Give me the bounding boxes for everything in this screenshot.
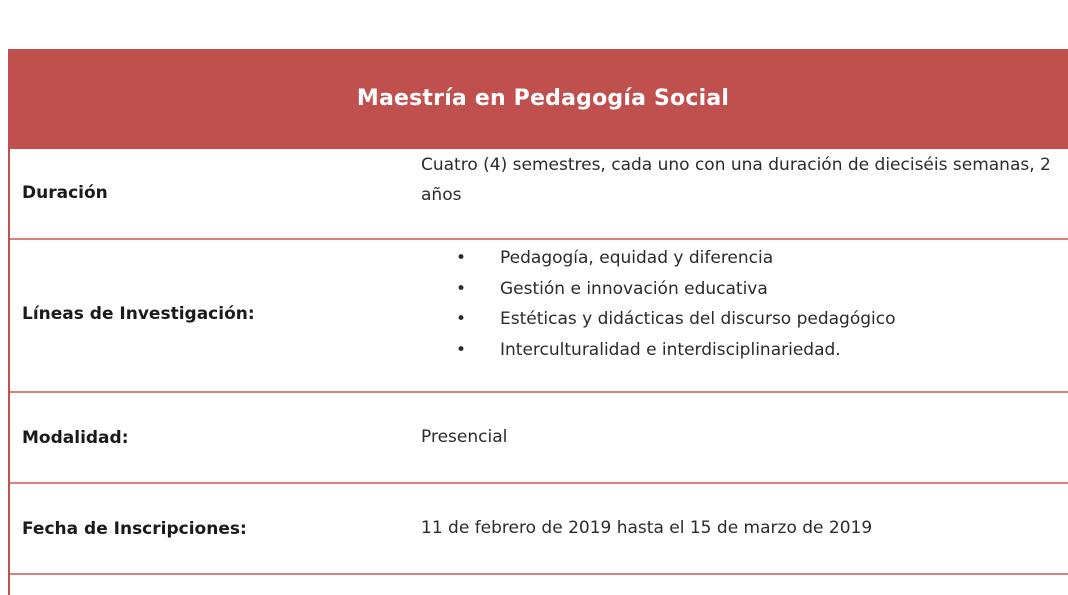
lineas-label: Líneas de Investigación: [22, 304, 255, 324]
bullet-icon: • [456, 309, 467, 329]
bullet-icon: • [456, 278, 467, 299]
research-lines-list [456, 243, 896, 365]
list-item: • Estéticas y didácticas del discurso pedagógico [456, 304, 896, 335]
duracion-label: Duración [22, 183, 108, 203]
fecha-label: Fecha de Inscripciones: [22, 519, 247, 539]
modalidad-value: Presencial [421, 427, 508, 447]
list-item: • Gestión e innovación educativa [456, 274, 896, 305]
table-row-next [10, 575, 1068, 595]
table-row-lineas [10, 240, 1068, 393]
list-item: • Pedagogía, equidad y diferencia [456, 243, 896, 274]
duracion-value: Cuatro (4) semestres, cada uno con una duración de dieciséis semanas, 2 años [421, 155, 1051, 205]
fecha-value: 11 de febrero de 2019 hasta el 15 de marzo de 2019 [421, 518, 873, 538]
table-row-duracion [10, 149, 1068, 240]
bullet-icon: • [456, 248, 467, 268]
modalidad-label: Modalidad: [22, 428, 129, 448]
table-header [10, 49, 1068, 149]
program-info-table [8, 49, 1068, 595]
list-item: • Interculturalidad e interdisciplinariedad. [456, 335, 896, 366]
table-row-fecha [10, 484, 1068, 575]
bullet-icon: • [456, 339, 467, 360]
program-title: Maestría en Pedagogía Social [356, 85, 730, 111]
table-row-modalidad [10, 393, 1068, 484]
